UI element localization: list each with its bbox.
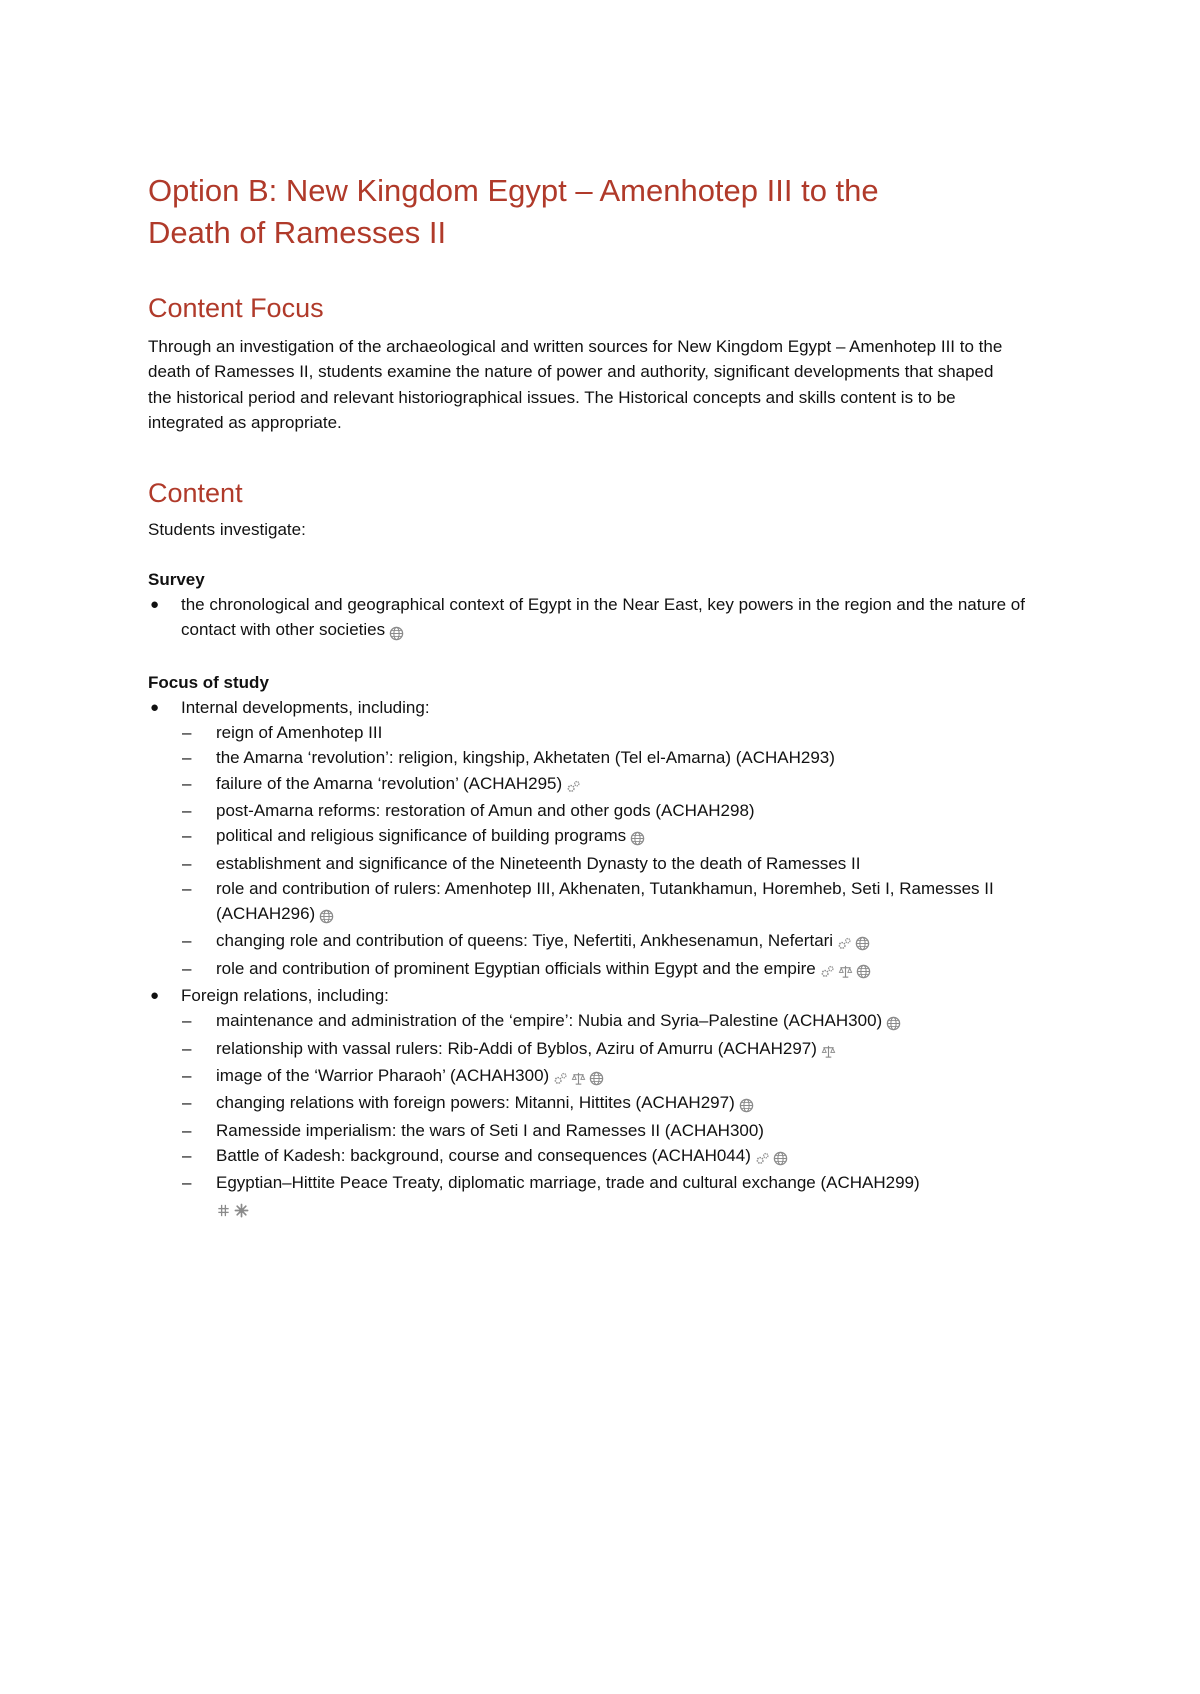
capability-icons [216,1197,1048,1222]
dash-marker: – [182,1120,192,1140]
dash-marker: – [182,878,192,898]
focus-item [181,1143,1048,1170]
capability-icons [630,825,648,850]
focus-item-text: establishment and significance of the Nineteenth Dynasty to the death of Ramesses II [216,853,861,873]
dash-marker: – [182,1038,192,1058]
capability-icons [820,958,874,983]
intercultural-icon [855,936,870,951]
focus-item [181,956,1048,983]
focus-item-text: changing role and contribution of queens: Tiye, Nefertiti, Ankhesenamun, Nefertari [216,931,834,951]
dash-marker: – [182,1145,192,1165]
dash-marker: – [182,773,192,793]
focus-item-text: role and contribution of prominent Egyptian officials within Egypt and the empire [216,958,816,978]
capability-icons [389,619,407,644]
focus-group [148,695,1048,983]
focus-item [181,876,1048,929]
focus-group [148,983,1048,1223]
star-icon [234,1203,249,1218]
ethical-icon [838,964,853,979]
critical-thinking-icon [553,1071,568,1086]
content-focus-text: Through an investigation of the archaeological and written sources for New Kingdom Egypt – Amenhotep III to the death of Ramesses II, students examine the nature of power and authority, significant developments that shaped the historical period and relevant historiographical issues. The Historical concepts and skills content is to be integrated as appropriate. [148,337,1003,432]
ethical-icon [571,1071,586,1086]
dash-marker: – [182,958,192,978]
critical-thinking-icon [755,1151,770,1166]
capability-icons [886,1010,904,1035]
focus-item [181,1063,1048,1090]
intercultural-icon [589,1071,604,1086]
focus-sub-list [181,720,1048,983]
dash-marker: – [182,800,192,820]
focus-group-label: Foreign relations, including: [181,986,389,1006]
intercultural-icon [773,1151,788,1166]
document-page [148,170,1048,1223]
survey-heading: Survey [148,570,205,590]
focus-item-text: image of the ‘Warrior Pharaoh’ (ACHAH300) [216,1065,550,1085]
focus-item [181,1036,1048,1063]
difference-icon [216,1203,231,1218]
capability-icons [566,773,584,798]
dash-marker: – [182,931,192,951]
capability-icons [821,1038,839,1063]
focus-item [181,928,1048,955]
focus-item-text: post-Amarna reforms: restoration of Amun and other gods (ACHAH298) [216,800,755,820]
focus-group-label: Internal developments, including: [181,697,430,717]
dash-marker: – [182,853,192,873]
focus-of-study-list [148,695,1048,1223]
content-focus-heading: Content Focus [148,293,324,323]
focus-item-text: Battle of Kadesh: background, course and consequences (ACHAH044) [216,1145,751,1165]
dash-marker: – [182,826,192,846]
focus-item [181,1170,1048,1223]
capability-icons [553,1065,607,1090]
focus-item-text: changing relations with foreign powers: Mitanni, Hittites (ACHAH297) [216,1093,735,1113]
intercultural-icon [856,964,871,979]
focus-item-text: failure of the Amarna ‘revolution’ (ACHAH295) [216,773,563,793]
critical-thinking-icon [837,936,852,951]
dash-marker: – [182,1065,192,1085]
intercultural-icon [886,1016,901,1031]
capability-icons [319,903,337,928]
focus-item [181,1008,1048,1035]
focus-sub-list [181,1008,1048,1222]
focus-item-text: maintenance and administration of the ‘empire’: Nubia and Syria–Palestine (ACHAH300) [216,1011,883,1031]
page-title: Option B: New Kingdom Egypt – Amenhotep III to the Death of Ramesses II [148,173,879,250]
survey-item [148,592,1048,645]
focus-item-text: role and contribution of rulers: Amenhotep III, Akhenaten, Tutankhamun, Horemheb, Seti I, Ramesses II (ACHAH296) [216,878,994,924]
content-heading: Content [148,478,243,509]
critical-thinking-icon [820,964,835,979]
intercultural-icon [630,831,645,846]
bullet-marker: ● [150,987,160,1005]
focus-item-text: Egyptian–Hittite Peace Treaty, diplomatic marriage, trade and cultural exchange (ACHAH299) [216,1173,920,1193]
focus-item [181,823,1048,850]
focus-item [181,720,1048,745]
critical-thinking-icon [566,779,581,794]
intercultural-icon [739,1098,754,1113]
focus-item-text: relationship with vassal rulers: Rib-Addi of Byblos, Aziru of Amurru (ACHAH297) [216,1038,817,1058]
focus-item [181,745,1048,770]
capability-icons [755,1145,791,1170]
focus-item-text: reign of Amenhotep III [216,723,383,743]
focus-item [181,798,1048,823]
capability-icons [837,930,873,955]
focus-item [181,1118,1048,1143]
ethical-icon [821,1044,836,1059]
bullet-marker: ● [150,596,160,614]
dash-marker: – [182,1173,192,1193]
focus-item [181,1090,1048,1117]
survey-item-text: the chronological and geographical context of Egypt in the Near East, key powers in the region and the nature of contact with other societies [181,595,1025,640]
content-intro: Students investigate: [148,520,306,540]
focus-item-text: political and religious significance of building programs [216,826,627,846]
focus-of-study-heading: Focus of study [148,672,269,692]
dash-marker: – [182,748,192,768]
survey-list [148,592,1048,645]
focus-item [181,851,1048,876]
focus-item-text: Ramesside imperialism: the wars of Seti I and Ramesses II (ACHAH300) [216,1120,764,1140]
dash-marker: – [182,723,192,743]
dash-marker: – [182,1093,192,1113]
intercultural-icon [319,909,334,924]
intercultural-icon [389,626,404,641]
focus-item [181,771,1048,798]
capability-icons [739,1092,757,1117]
dash-marker: – [182,1011,192,1031]
focus-item-text: the Amarna ‘revolution’: religion, kingship, Akhetaten (Tel el-Amarna) (ACHAH293) [216,748,835,768]
bullet-marker: ● [150,698,160,716]
